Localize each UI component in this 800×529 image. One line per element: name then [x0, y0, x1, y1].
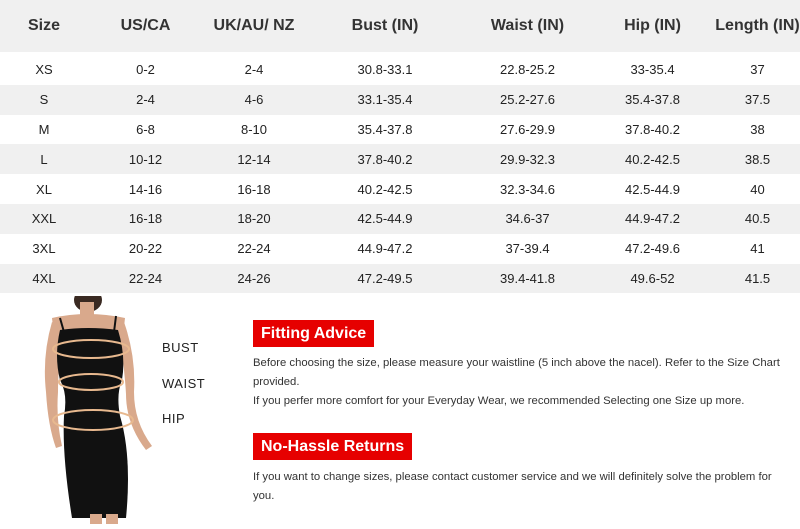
table-row — [0, 85, 800, 115]
table-cell: 16-18 — [88, 204, 203, 234]
table-cell: 40.5 — [715, 204, 800, 234]
table-cell: 2-4 — [88, 85, 203, 115]
model-figure — [30, 296, 220, 524]
table-row — [0, 204, 800, 234]
fitting-advice-line-2: If you perfer more comfort for your Everyday Wear, we recommended Selecting one Size up more. — [253, 395, 745, 407]
table-header-row — [0, 0, 800, 52]
table-cell: 41.5 — [715, 264, 800, 294]
table-cell: XS — [0, 52, 88, 85]
table-cell: 24-26 — [203, 264, 305, 294]
table-cell: 38 — [715, 115, 800, 145]
fitting-advice-line-1: Before choosing the size, please measure your waistline (5 inch above the nacel). Refer to the Size Chart provided. — [253, 357, 780, 388]
table-cell: 47.2-49.5 — [305, 264, 465, 294]
table-cell: 0-2 — [88, 52, 203, 85]
table-cell: 12-14 — [203, 144, 305, 174]
table-cell: M — [0, 115, 88, 145]
table-cell: 38.5 — [715, 144, 800, 174]
table-cell: L — [0, 144, 88, 174]
table-cell: 10-12 — [88, 144, 203, 174]
fitting-advice-title: Fitting Advice — [253, 320, 374, 347]
header-size: Size — [0, 0, 88, 52]
table-cell: 35.4-37.8 — [305, 115, 465, 145]
header-length: Length (IN) — [715, 0, 800, 52]
table-cell: 34.6-37 — [465, 204, 590, 234]
returns-text — [253, 468, 788, 506]
table-cell: 3XL — [0, 234, 88, 264]
table-row — [0, 115, 800, 145]
table-cell: 6-8 — [88, 115, 203, 145]
table-cell: 40.2-42.5 — [305, 174, 465, 204]
table-cell: 40 — [715, 174, 800, 204]
table-cell: 42.5-44.9 — [590, 174, 715, 204]
table-cell: 25.2-27.6 — [465, 85, 590, 115]
table-cell: 37.8-40.2 — [590, 115, 715, 145]
table-cell: 33.1-35.4 — [305, 85, 465, 115]
table-row — [0, 234, 800, 264]
header-us-ca: US/CA — [88, 0, 203, 52]
table-cell: 22-24 — [203, 234, 305, 264]
table-cell: 16-18 — [203, 174, 305, 204]
table-cell: 30.8-33.1 — [305, 52, 465, 85]
table-cell: 22-24 — [88, 264, 203, 294]
table-cell: 2-4 — [203, 52, 305, 85]
table-cell: 20-22 — [88, 234, 203, 264]
table-cell: 18-20 — [203, 204, 305, 234]
table-cell: 4-6 — [203, 85, 305, 115]
bust-label: BUST — [162, 340, 199, 355]
table-cell: 40.2-42.5 — [590, 144, 715, 174]
table-cell: 22.8-25.2 — [465, 52, 590, 85]
table-cell: 49.6-52 — [590, 264, 715, 294]
hip-label: HIP — [162, 411, 186, 426]
header-bust: Bust (IN) — [305, 0, 465, 52]
table-cell: 44.9-47.2 — [305, 234, 465, 264]
table-cell: 27.6-29.9 — [465, 115, 590, 145]
table-cell: 37.8-40.2 — [305, 144, 465, 174]
table-cell: XXL — [0, 204, 88, 234]
header-waist: Waist (IN) — [465, 0, 590, 52]
table-cell: XL — [0, 174, 88, 204]
table-cell: 41 — [715, 234, 800, 264]
table-cell: 39.4-41.8 — [465, 264, 590, 294]
table-cell: 37-39.4 — [465, 234, 590, 264]
table-cell: 32.3-34.6 — [465, 174, 590, 204]
table-cell: 29.9-32.3 — [465, 144, 590, 174]
waist-label: WAIST — [162, 376, 206, 391]
table-cell: S — [0, 85, 88, 115]
table-cell: 42.5-44.9 — [305, 204, 465, 234]
table-cell: 37 — [715, 52, 800, 85]
table-cell: 44.9-47.2 — [590, 204, 715, 234]
model-dress-illustration — [30, 296, 220, 524]
table-row — [0, 264, 800, 294]
header-uk-au-nz: UK/AU/ NZ — [203, 0, 305, 52]
table-cell: 4XL — [0, 264, 88, 294]
table-row — [0, 174, 800, 204]
table-row — [0, 144, 800, 174]
table-cell: 47.2-49.6 — [590, 234, 715, 264]
table-cell: 14-16 — [88, 174, 203, 204]
table-cell: 33-35.4 — [590, 52, 715, 85]
table-row — [0, 52, 800, 85]
header-hip: Hip (IN) — [590, 0, 715, 52]
fitting-advice-text — [253, 354, 788, 411]
returns-title: No-Hassle Returns — [253, 433, 412, 460]
returns-line: If you want to change sizes, please contact customer service and we will definitely solve the problem for you. — [253, 471, 772, 502]
table-cell: 35.4-37.8 — [590, 85, 715, 115]
table-cell: 37.5 — [715, 85, 800, 115]
table-cell: 8-10 — [203, 115, 305, 145]
